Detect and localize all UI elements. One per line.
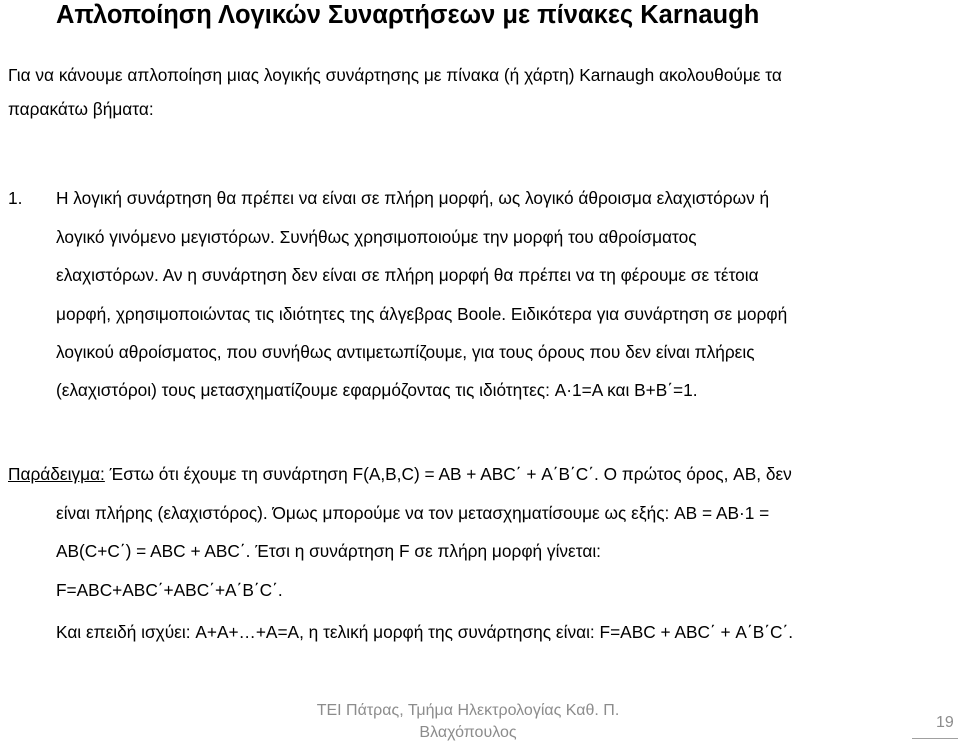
example-line-5: Και επειδή ισχύει: A+A+…+A=A, η τελική μορφή της συνάρτησης είναι: F=ABC + ABC΄ + A΄B΄C΄. bbox=[56, 622, 794, 642]
example-label: Παράδειγμα: bbox=[8, 464, 105, 484]
step-line-2: λογικό γινόμενο μεγιστόρων. Συνήθως χρησιμοποιούμε την μορφή του αθροίσματος bbox=[56, 227, 697, 247]
footer-line-1: ΤΕΙ Πάτρας, Τμήμα Ηλεκτρολογίας Καθ. Π. bbox=[316, 702, 620, 719]
example-paragraph bbox=[8, 463, 792, 485]
example-line-4: F=ABC+ABC΄+ABC΄+A΄B΄C΄. bbox=[56, 580, 283, 600]
example-line-1: Έστω ότι έχουμε τη συνάρτηση F(A,B,C) = AB + ABC΄ + A΄B΄C΄. Ο πρώτος όρος, AB, δεν bbox=[104, 464, 792, 484]
example-line-3: AB(C+C΄) = ABC + ABC΄. Έτσι η συνάρτηση F σε πλήρη μορφή γίνεται: bbox=[56, 541, 601, 561]
step-line-1: Η λογική συνάρτηση θα πρέπει να είναι σε πλήρη μορφή, ως λογικό άθροισμα ελαχιστόρων ή bbox=[56, 188, 770, 208]
step-line-4: μορφή, χρησιμοποιώντας τις ιδιότητες της άλγεβρας Boole. Ειδικότερα για συνάρτηση σε μορφή bbox=[56, 304, 788, 324]
example-line-2: είναι πλήρης (ελαχιστόρος). Όμως μπορούμε να τον μετασχηματίσουμε ως εξής: AB = AB·1 = bbox=[56, 503, 770, 523]
intro-line-1: Για να κάνουμε απλοποίηση μιας λογικής συνάρτησης με πίνακα (ή χάρτη) Karnaugh ακολουθούμε τα bbox=[8, 65, 782, 85]
intro-line-2: παρακάτω βήματα: bbox=[8, 99, 154, 119]
step-line-3: ελαχιστόρων. Αν η συνάρτηση δεν είναι σε πλήρη μορφή θα πρέπει να τη φέρουμε σε τέτοια bbox=[56, 265, 759, 285]
page-title: Απλοποίηση Λογικών Συναρτήσεων με πίνακες Karnaugh bbox=[56, 1, 760, 29]
step-line-5: λογικού αθροίσματος, που συνήθως αντιμετωπίζουμε, για τους όρους που δεν είναι πλήρεις bbox=[56, 342, 755, 362]
page-number-underline bbox=[912, 738, 958, 739]
step-line-6: (ελαχιστόροι) τους μετασχηματίζουμε εφαρμόζοντας τις ιδιότητες: A·1=A και B+B΄=1. bbox=[56, 380, 698, 400]
step-number: 1. bbox=[8, 188, 23, 208]
page-number: 19 bbox=[936, 714, 954, 731]
footer-line-2: Βλαχόπουλος bbox=[419, 724, 517, 741]
footer-credit bbox=[298, 700, 638, 744]
